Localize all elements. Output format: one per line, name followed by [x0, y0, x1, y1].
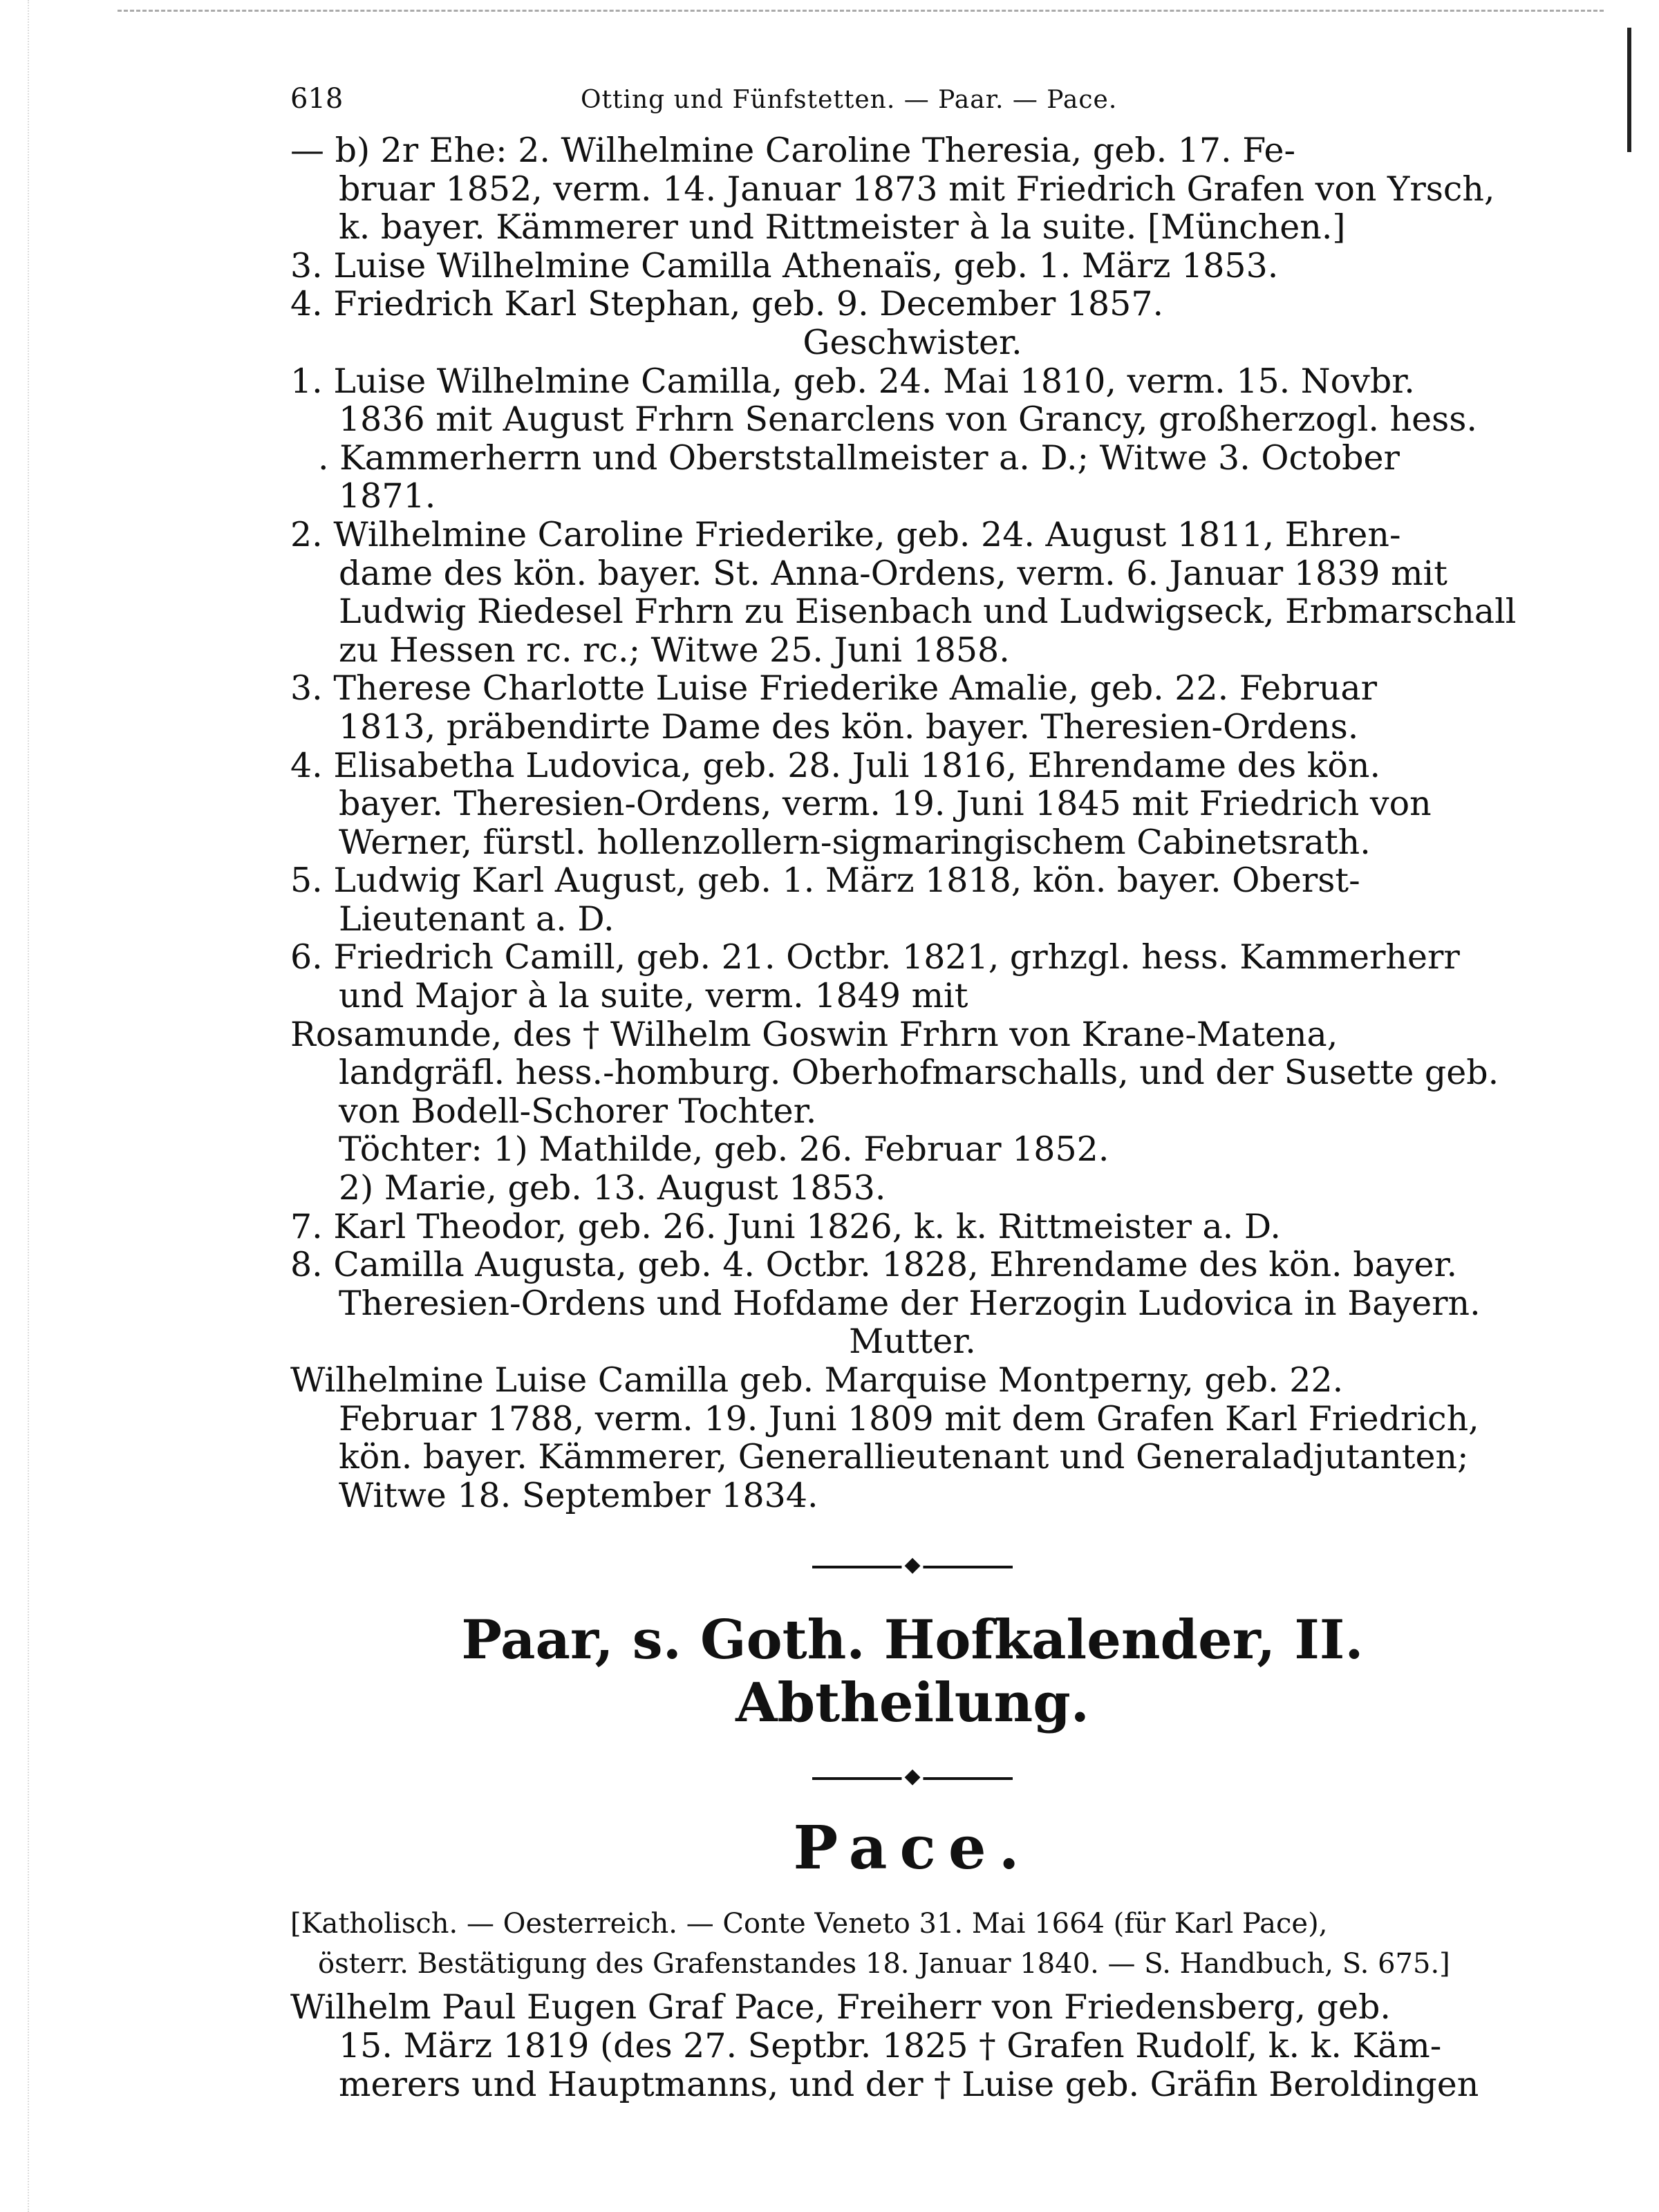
scan-edge-right	[1627, 28, 1638, 152]
section-heading-pace: Pace.	[793, 1813, 1032, 1884]
section-heading-geschwister: Geschwister.	[803, 322, 1022, 362]
text-line: . Kammerherrn und Oberststallmeister a. D.; Witwe 3. October	[318, 438, 1400, 478]
text-line: zu Hessen rc. rc.; Witwe 25. Juni 1858.	[339, 630, 1010, 670]
section-heading-paar: Paar, s. Goth. Hofkalender, II. Abtheilung.	[461, 1609, 1364, 1735]
text-line: Töchter: 1) Mathilde, geb. 26. Februar 1852.	[339, 1130, 1109, 1170]
ornamental-rule	[812, 1777, 1013, 1780]
text-line: Werner, fürstl. hollenzollern-sigmaringischem Cabinetsrath.	[339, 822, 1371, 862]
text-line: bruar 1852, verm. 14. Januar 1873 mit Friedrich Grafen von Yrsch,	[339, 169, 1495, 209]
text-line: kön. bayer. Kämmerer, Generallieutenant und Generaladjutanten;	[339, 1437, 1469, 1477]
text-line: 5. Ludwig Karl August, geb. 1. März 1818, kön. bayer. Oberst-	[290, 861, 1360, 901]
text-line: bayer. Theresien-Ordens, verm. 19. Juni 1845 mit Friedrich von	[339, 784, 1432, 824]
text-line: 2. Wilhelmine Caroline Friederike, geb. 24. August 1811, Ehren-	[290, 514, 1401, 554]
ornamental-rule	[812, 1566, 1013, 1568]
pace-text-block	[290, 1988, 1535, 2103]
section-heading-mutter: Mutter.	[849, 1322, 976, 1362]
text-line: 3. Therese Charlotte Luise Friederike Amalie, geb. 22. Februar	[290, 668, 1378, 709]
pace-note	[290, 1904, 1535, 1984]
text-line: 3. Luise Wilhelmine Camilla Athenaïs, geb. 1. März 1853.	[290, 245, 1279, 285]
note-line: österr. Bestätigung des Grafenstandes 18. Januar 1840. — S. Handbuch, S. 675.]	[318, 1948, 1450, 1980]
note-line: [Katholisch. — Oesterreich. — Conte Veneto 31. Mai 1664 (für Karl Pace),	[290, 1908, 1328, 1940]
scan-edge-left	[0, 0, 29, 2212]
text-line: — b) 2r Ehe: 2. Wilhelmine Caroline Theresia, geb. 17. Fe-	[290, 131, 1296, 170]
text-line: 6. Friedrich Camill, geb. 21. Octbr. 1821, grhzgl. hess. Kammerherr	[290, 937, 1460, 977]
text-line: dame des kön. bayer. St. Anna-Ordens, verm. 6. Januar 1839 mit	[339, 553, 1447, 593]
text-line: Ludwig Riedesel Frhrn zu Eisenbach und Ludwigseck, Erbmarschall	[339, 592, 1517, 632]
text-line: k. bayer. Kämmerer und Rittmeister à la suite. [München.]	[339, 207, 1346, 247]
page-number: 618	[290, 83, 344, 115]
text-line: Februar 1788, verm. 19. Juni 1809 mit dem Grafen Karl Friedrich,	[339, 1398, 1479, 1438]
text-line: 7. Karl Theodor, geb. 26. Juni 1826, k. k. Rittmeister a. D.	[290, 1206, 1281, 1246]
text-line: Theresien-Ordens und Hofdame der Herzogin Ludovica in Bayern.	[339, 1283, 1481, 1323]
text-line: 1813, präbendirte Dame des kön. bayer. Theresien-Ordens.	[339, 706, 1359, 747]
text-line: 1836 mit August Frhrn Senarclens von Grancy, großherzogl. hess.	[339, 400, 1478, 440]
text-line: von Bodell-Schorer Tochter.	[339, 1091, 817, 1131]
text-line: 2) Marie, geb. 13. August 1853.	[339, 1168, 886, 1208]
text-line: merers und Hauptmanns, und der † Luise geb. Gräfin Beroldingen	[339, 2064, 1479, 2104]
text-line: Witwe 18. September 1834.	[339, 1475, 818, 1515]
text-line: Wilhelmine Luise Camilla geb. Marquise Montperny, geb. 22.	[290, 1360, 1344, 1400]
text-line: und Major à la suite, verm. 1849 mit	[339, 976, 968, 1016]
text-line: 8. Camilla Augusta, geb. 4. Octbr. 1828, Ehrendame des kön. bayer.	[290, 1245, 1458, 1285]
text-line: Lieutenant a. D.	[339, 899, 615, 939]
scan-edge-top	[118, 10, 1604, 12]
text-line: Rosamunde, des † Wilhelm Goswin Frhrn von Krane-Matena,	[290, 1014, 1338, 1054]
text-line: 1. Luise Wilhelmine Camilla, geb. 24. Mai 1810, verm. 15. Novbr.	[290, 361, 1415, 401]
text-line: Wilhelm Paul Eugen Graf Pace, Freiherr von Friedensberg, geb.	[290, 1987, 1391, 2027]
text-line: 15. März 1819 (des 27. Septbr. 1825 † Grafen Rudolf, k. k. Käm-	[339, 2025, 1442, 2065]
text-line: 4. Friedrich Karl Stephan, geb. 9. December 1857.	[290, 284, 1164, 324]
running-head: Otting und Fünfstetten. — Paar. — Pace.	[581, 86, 1118, 114]
book-page	[290, 76, 1535, 2103]
text-line: 1871.	[339, 476, 436, 516]
page-header	[290, 76, 1535, 131]
text-line: landgräfl. hess.-homburg. Oberhofmarschalls, und der Susette geb.	[339, 1053, 1499, 1093]
text-block	[290, 131, 1535, 1515]
text-line: 4. Elisabetha Ludovica, geb. 28. Juli 1816, Ehrendame des kön.	[290, 745, 1381, 785]
